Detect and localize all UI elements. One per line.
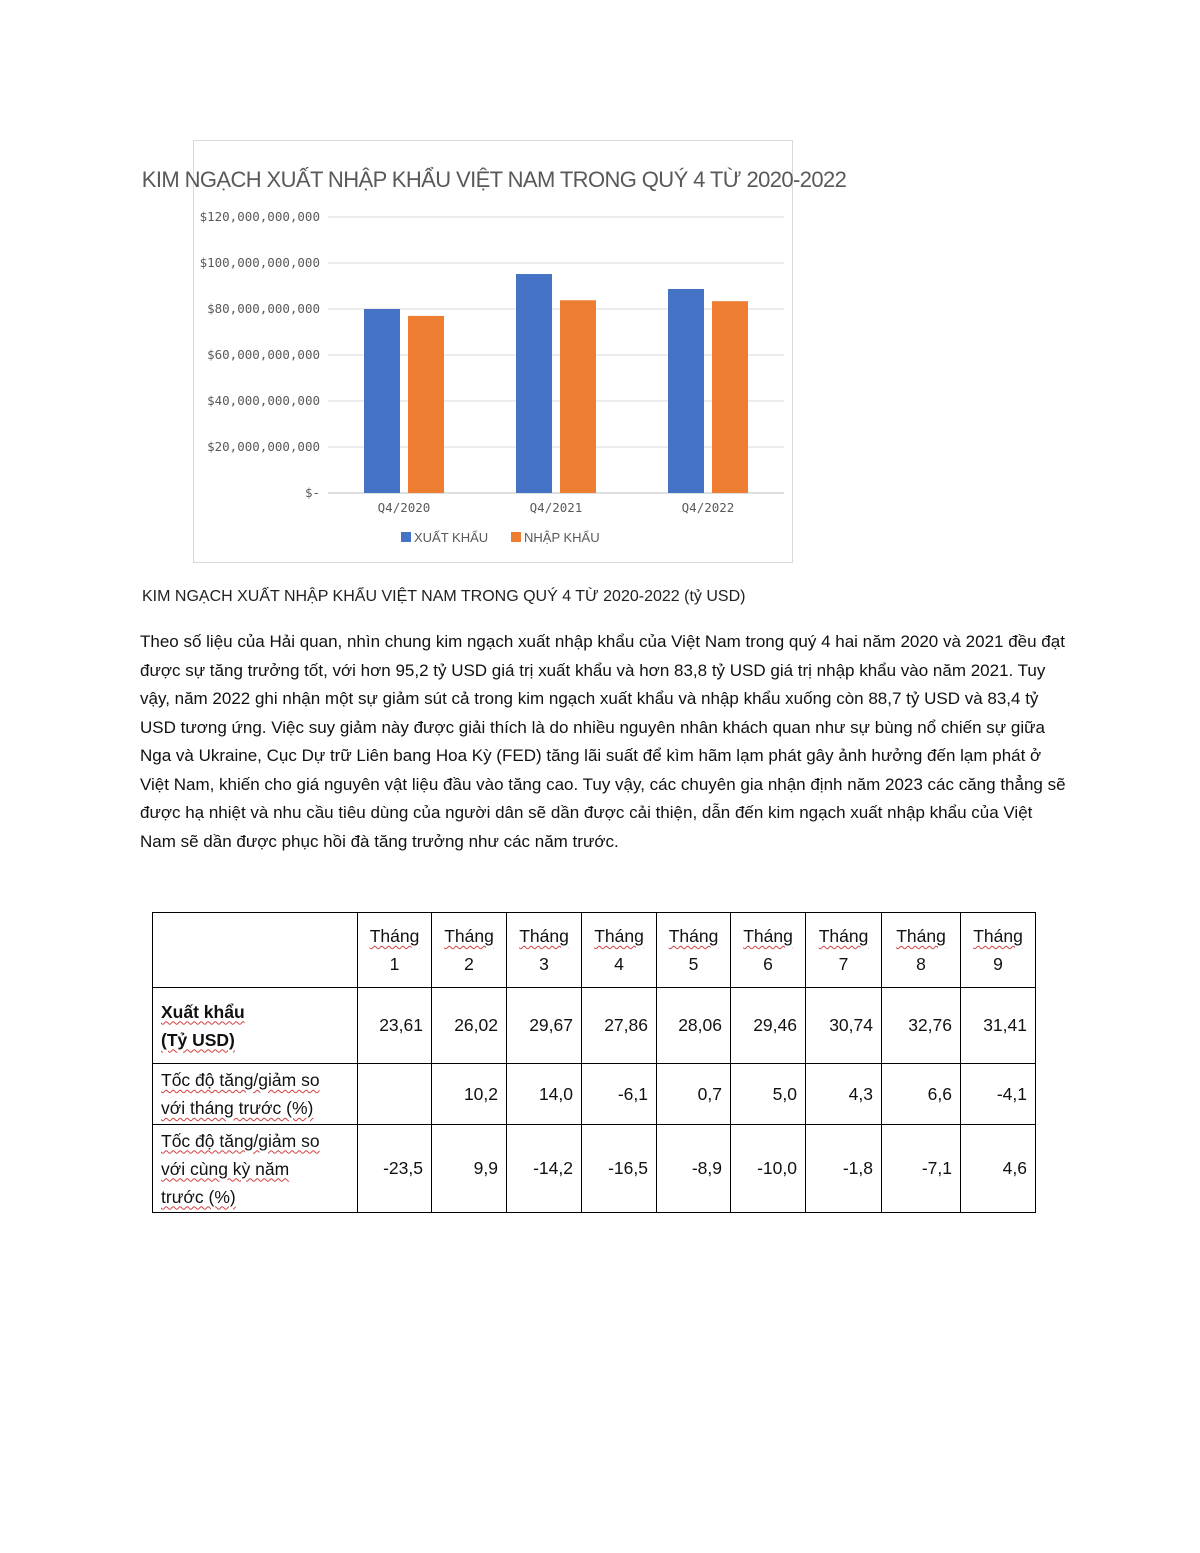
mom-value-cell: -6,1 xyxy=(582,1064,657,1125)
x-category-label: Q4/2021 xyxy=(529,500,583,515)
month-header-cell xyxy=(806,913,882,988)
mom-value-cell: 4,3 xyxy=(806,1064,882,1125)
month-word: Tháng xyxy=(668,926,719,946)
mom-value-cell: -4,1 xyxy=(961,1064,1036,1125)
month-number: 5 xyxy=(688,954,699,974)
monthly-trade-table xyxy=(152,912,1036,1213)
month-header-cell xyxy=(582,913,657,988)
month-word: Tháng xyxy=(973,926,1023,946)
month-word: Tháng xyxy=(594,926,644,946)
row-label-line: trước (%) xyxy=(161,1186,236,1207)
yoy-value-cell: -14,2 xyxy=(507,1125,582,1213)
chart-caption: KIM NGẠCH XUẤT NHẬP KHẨU VIỆT NAM TRONG QUÝ 4 TỪ 2020-2022 (tỷ USD) xyxy=(142,588,746,605)
mom-value-cell xyxy=(358,1064,432,1125)
month-word: Tháng xyxy=(896,926,946,946)
month-number: 7 xyxy=(838,954,849,974)
y-tick-label: $60,000,000,000 xyxy=(207,347,320,362)
row-label-line: với cùng kỳ năm xyxy=(161,1158,290,1179)
mom-value-cell: 6,6 xyxy=(882,1064,961,1125)
legend-label: NHẬP KHẨU xyxy=(524,530,600,545)
export-value-cell: 26,02 xyxy=(432,988,507,1064)
month-number: 1 xyxy=(389,954,400,974)
row-label-exports xyxy=(153,988,358,1064)
month-word: Tháng xyxy=(818,926,869,946)
row-label-mom xyxy=(153,1064,358,1125)
x-category-label: Q4/2020 xyxy=(377,500,431,515)
legend-swatch xyxy=(511,532,521,542)
month-header-cell xyxy=(432,913,507,988)
export-value-cell: 32,76 xyxy=(882,988,961,1064)
month-header-cell xyxy=(507,913,582,988)
bar-export xyxy=(364,309,400,493)
y-tick-label: $100,000,000,000 xyxy=(199,255,320,270)
row-label-line: với tháng trước (%) xyxy=(161,1098,314,1118)
yoy-value-cell: -10,0 xyxy=(731,1125,806,1213)
row-label-yoy xyxy=(153,1125,358,1213)
row-label-line: Xuất khẩu xyxy=(161,1001,245,1022)
header-empty-cell xyxy=(153,913,358,988)
yoy-value-cell: -23,5 xyxy=(358,1125,432,1213)
y-tick-label: $120,000,000,000 xyxy=(199,209,320,224)
month-number: 9 xyxy=(993,954,1003,974)
export-value-cell: 23,61 xyxy=(358,988,432,1064)
mom-value-cell: 0,7 xyxy=(657,1064,731,1125)
month-header-cell xyxy=(358,913,432,988)
bar-import xyxy=(408,316,444,493)
yoy-value-cell: 4,6 xyxy=(961,1125,1036,1213)
export-value-cell: 27,86 xyxy=(582,988,657,1064)
table-row-exports xyxy=(153,988,1036,1064)
mom-value-cell: 5,0 xyxy=(731,1064,806,1125)
yoy-value-cell: -7,1 xyxy=(882,1125,961,1213)
month-word: Tháng xyxy=(444,926,494,946)
month-number: 3 xyxy=(539,954,549,974)
export-value-cell: 30,74 xyxy=(806,988,882,1064)
month-word: Tháng xyxy=(743,926,793,946)
mom-value-cell: 10,2 xyxy=(432,1064,507,1125)
yoy-value-cell: -16,5 xyxy=(582,1125,657,1213)
yoy-value-cell: -1,8 xyxy=(806,1125,882,1213)
month-header-cell xyxy=(657,913,731,988)
chart-title: KIM NGẠCH XUẤT NHẬP KHẨU VIỆT NAM TRONG QUÝ 4 TỪ 2020-2022 xyxy=(141,167,847,192)
yoy-value-cell: 9,9 xyxy=(432,1125,507,1213)
table-row-yoy xyxy=(153,1125,1036,1213)
month-number: 8 xyxy=(916,954,926,974)
month-word: Tháng xyxy=(369,926,420,946)
legend-swatch xyxy=(401,532,411,542)
chart-canvas xyxy=(141,141,847,564)
row-label-line: Tốc độ tăng/giảm so xyxy=(161,1130,320,1151)
bar-export xyxy=(516,274,552,493)
bar-import xyxy=(712,301,748,493)
export-value-cell: 29,46 xyxy=(731,988,806,1064)
month-number: 6 xyxy=(763,954,773,974)
yoy-value-cell: -8,9 xyxy=(657,1125,731,1213)
legend-label: XUẤT KHẨU xyxy=(414,530,489,545)
month-word: Tháng xyxy=(519,926,569,946)
y-tick-label: $- xyxy=(304,485,320,500)
export-value-cell: 31,41 xyxy=(961,988,1036,1064)
bar-export xyxy=(668,289,704,493)
y-tick-label: $20,000,000,000 xyxy=(207,439,320,454)
x-category-label: Q4/2022 xyxy=(681,500,735,515)
export-value-cell: 29,67 xyxy=(507,988,582,1064)
month-header-cell xyxy=(882,913,961,988)
month-header-cell xyxy=(961,913,1036,988)
y-tick-label: $40,000,000,000 xyxy=(207,393,320,408)
table-header-row xyxy=(153,913,1036,988)
row-label-line: (Tỷ USD) xyxy=(161,1029,235,1050)
table-row-mom xyxy=(153,1064,1036,1125)
bar-import xyxy=(560,300,596,493)
month-number: 2 xyxy=(464,954,474,974)
mom-value-cell: 14,0 xyxy=(507,1064,582,1125)
month-header-cell xyxy=(731,913,806,988)
bar-chart xyxy=(141,140,847,563)
body-paragraph: Theo số liệu của Hải quan, nhìn chung kim ngạch xuất nhập khẩu của Việt Nam trong quý 4 hai năm 2020 và 2021 đều đạt được sự tăng trưởng tốt, với hơn 95,2 tỷ USD giá trị xuất khẩu và hơn 83,8 tỷ USD giá trị nhập khẩu vào năm 2021. Tuy vậy, năm 2022 ghi nhận một sự giảm sút cả trong kim ngạch xuất khẩu và nhập khẩu xuống còn 88,7 tỷ USD và 83,4 tỷ USD tương ứng. Việc suy giảm này được giải thích là do nhiều nguyên nhân khách quan như sự bùng nổ chiến sự giữa Nga và Ukraine, Cục Dự trữ Liên bang Hoa Kỳ (FED) tăng lãi suất để kìm hãm lạm phát gây ảnh hưởng đến lạm phát ở Việt Nam, khiến cho giá nguyên vật liệu đầu vào tăng cao. Tuy vậy, các chuyên gia nhận định năm 2023 các căng thẳng sẽ được hạ nhiệt và nhu cầu tiêu dùng của người dân sẽ dần được cải thiện, dẫn đến kim ngạch xuất nhập khẩu của Việt Nam sẽ dần được phục hồi đà tăng trưởng như các năm trước. xyxy=(140,632,1066,851)
y-tick-label: $80,000,000,000 xyxy=(207,301,320,316)
export-value-cell: 28,06 xyxy=(657,988,731,1064)
month-number: 4 xyxy=(614,954,624,974)
row-label-line: Tốc độ tăng/giảm so xyxy=(161,1070,320,1090)
